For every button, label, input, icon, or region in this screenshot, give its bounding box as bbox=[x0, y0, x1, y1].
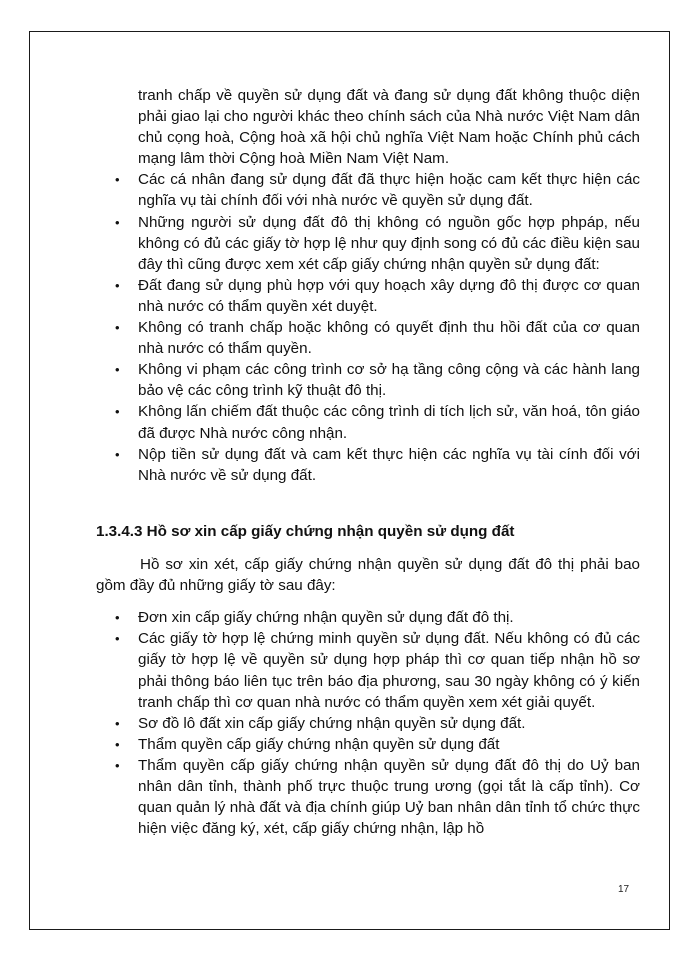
intro-paragraph: Hồ sơ xin xét, cấp giấy chứng nhận quyền sử dụng đất đô thị phải bao gồm đầy đủ những giấy tờ sau đây: bbox=[96, 556, 640, 595]
list-item: • Không vi phạm các công trình cơ sở hạ tầng công cộng và các hành lang bảo vệ các công trình kỹ thuật đô thị. bbox=[115, 361, 640, 400]
list-item: • Không lấn chiếm đất thuộc các công trình di tích lịch sử, văn hoá, tôn giáo đã được Nhà nước công nhận. bbox=[115, 403, 640, 442]
bullet-list-documents bbox=[96, 607, 640, 839]
list-item: • Không có tranh chấp hoặc không có quyết định thu hồi đất của cơ quan nhà nước có thẩm quyền. bbox=[115, 319, 640, 358]
list-item: • Sơ đồ lô đất xin cấp giấy chứng nhận quyền sử dụng đất. bbox=[96, 713, 640, 734]
list-item: • Các cá nhân đang sử dụng đất đã thực hiện hoặc cam kết thực hiện các nghĩa vụ tài chính đối với nhà nước về quyền sử dụng đất. bbox=[115, 171, 640, 210]
list-item: • Đơn xin cấp giấy chứng nhận quyền sử dụng đất đô thị. bbox=[96, 607, 640, 628]
continuation-paragraph: tranh chấp về quyền sử dụng đất và đang sử dụng đất không thuộc diện phải giao lại cho người khác theo chính sách của Nhà nước Việt Nam dân chủ cọng hoà, Cộng hoà xã hội chủ nghĩa Việt Nam hoặc Chính phủ cách mạng lâm thời Cộng hoà Miền Nam Việt Nam. bbox=[138, 87, 640, 168]
bullet-icon: • bbox=[115, 446, 120, 462]
list-item: • Các giấy tờ hợp lệ chứng minh quyền sử dụng đất. Nếu không có đủ các giấy tờ hợp lệ về quyền sử dụng hợp pháp thì cơ quan tiếp nhận hồ sơ phải thông báo liên tục trên báo địa phương, sau 30 ngày không có ý kiến tranh chấp thì cơ quan nhà nước có thẩm quyền xem xét giải quyết. bbox=[115, 630, 640, 711]
bullet-icon: • bbox=[115, 214, 120, 230]
section-heading: 1.3.4.3 Hồ sơ xin cấp giấy chứng nhận quyền sử dụng đất bbox=[96, 523, 515, 540]
list-item: • Đất đang sử dụng phù hợp với quy hoạch xây dựng đô thị được cơ quan nhà nước có thẩm quyền xét duyệt. bbox=[115, 276, 640, 315]
document-body bbox=[96, 85, 640, 486]
bullet-icon: • bbox=[115, 404, 120, 420]
bullet-icon: • bbox=[115, 610, 120, 626]
bullet-list-eligibility bbox=[96, 169, 640, 485]
bullet-icon: • bbox=[115, 320, 120, 336]
bullet-icon: • bbox=[115, 736, 120, 752]
list-item: • Thẩm quyền cấp giấy chứng nhận quyền sử dụng đất bbox=[96, 734, 640, 755]
list-item: • Những người sử dụng đất đô thị không có nguồn gốc hợp phpáp, nếu không có đủ các giấy tờ hợp lệ như quy định song có đủ các điều kiện sau đây thì cũng được xem xét cấp giấy chứng nhận quyền sử dụng đất: bbox=[115, 213, 640, 273]
bullet-icon: • bbox=[115, 715, 120, 731]
bullet-icon: • bbox=[115, 172, 120, 188]
bullet-icon: • bbox=[115, 631, 120, 647]
page-number: 17 bbox=[618, 884, 630, 895]
bullet-icon: • bbox=[115, 277, 120, 293]
list-item: • Thẩm quyền cấp giấy chứng nhận quyền sử dụng đất đô thị do Uỷ ban nhân dân tỉnh, thành phố trực thuộc trung ương (gọi tắt là cấp tỉnh). Cơ quan quản lý nhà đất và địa chính giúp Uỷ ban nhân dân tỉnh tổ chức thực hiện việc đăng ký, xét, cấp giấy chứng nhận, lập hồ bbox=[115, 756, 640, 838]
section-block bbox=[96, 521, 640, 839]
bullet-icon: • bbox=[115, 757, 120, 773]
list-item: • Nộp tiền sử dụng đất và cam kết thực hiện các nghĩa vụ tài cính đối với Nhà nước về sử dụng đất. bbox=[115, 445, 640, 484]
bullet-icon: • bbox=[115, 362, 120, 378]
